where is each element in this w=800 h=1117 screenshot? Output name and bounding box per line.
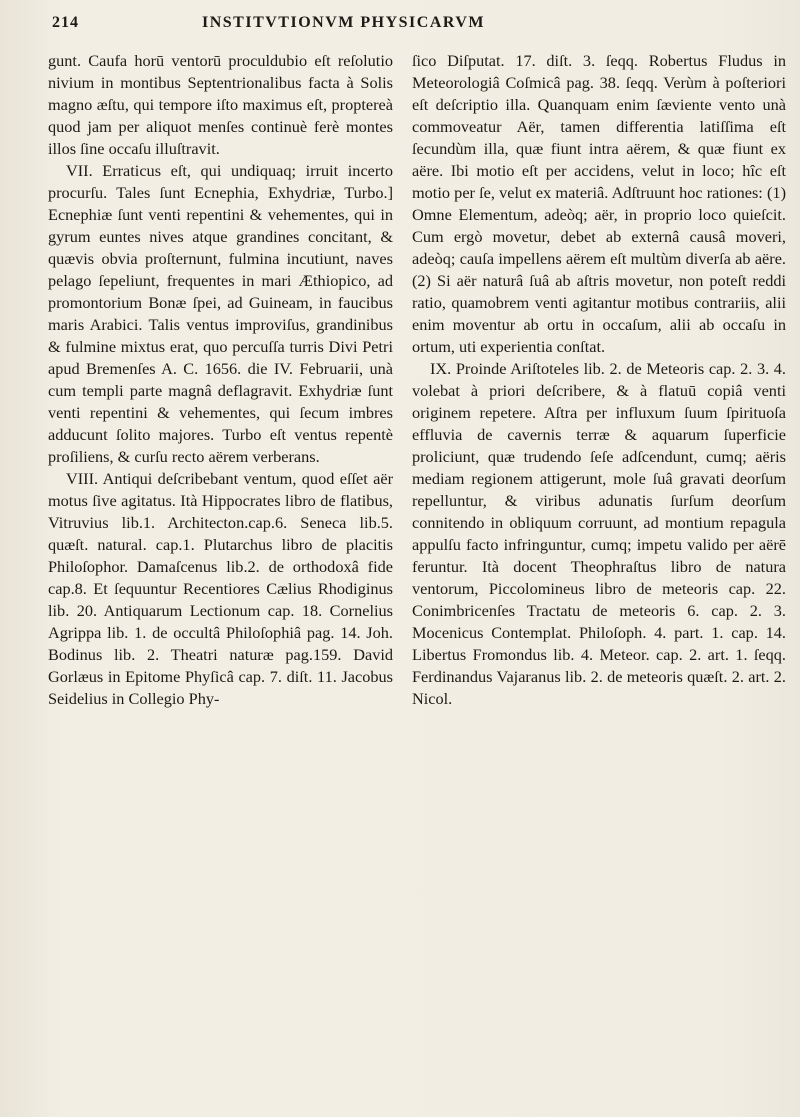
page-number: 214 (52, 14, 79, 31)
paragraph: VIII. Antiqui deſcribebant ventum, quod eſſet aër motus ſive agitatus. Ità Hippocrates libro de flatibus, Vitruvius lib.1. Architecton.cap.6. Seneca lib.5. quæſt. natural. cap.1. Plutarchus libro de placitis Philoſophor. Damaſcenus lib.2. de orthodoxâ fide cap.8. Et ſequuntur Recentiores Cælius Rhodiginus lib. 20. Antiquarum Lectionum cap. 18. Cornelius Agrippa lib. 1. de occultâ Philoſophiâ pag. 14. Joh. Bodinus lib. 2. Theatri naturæ pag.159. David Gorlæus in Epitome Phyſicâ cap. 7. diſt. 11. Jacobus Seidelius in Collegio Phy- (48, 469, 393, 708)
paragraph: gunt. Caufa horū ventorū proculdubio eſt reſolutio nivium in montibus Septentrionalibus facta à Solis magno æſtu, qui tempore iſto maximus eſt, proptereà quod jam per aliquot menſes continuè ferè montes illos ſine occaſu illuſtravit. (48, 51, 393, 158)
running-title: INSTITVTIONVM PHYSICARVM (202, 14, 486, 31)
paragraph: VII. Erraticus eſt, qui undiquaq; irruit incerto procurſu. Tales ſunt Ecnephia, Exhydriæ, Turbo.] Ecnephiæ ſunt venti repentini & vehementes, qui in gyrum euntes nives atque grandines concitant, & quævis obvia proſternunt, fulmina incutiunt, naves pelago ſepeliunt, frequentes in mari Æthiopico, ad promontorium Bonæ ſpei, ad Guineam, in faucibus maris Arabici. Talis ventus improviſus, grandinibus & fulmine mixtus erat, quo percuſſa turris Divi Petri apud Bremenſes A. C. 1656. die IV. Februarii, unà cum templi parte magnâ deflagravit. Exhydriæ ſunt venti repentini & vehementes, qui ſecum imbres adducunt ſolito majores. Turbo eſt ventus repentè proſiliens, & curſu recto aërem verberans. (48, 161, 393, 466)
left-column (48, 50, 393, 710)
page-header (52, 14, 780, 38)
paragraph: IX. Proinde Ariſtoteles lib. 2. de Meteoris cap. 2. 3. 4. volebat à priori deſcribere, & à flatuū copiâ venti originem repetere. Aſtra per influxum ſuum ſpirituoſa effluvia de cavernis terræ & aquarum ſuperficie proliciunt, quæ trudendo ſeſe adſcendunt, cumq; aëris mediam regionem attigerunt, mole ſuâ gravati deorſum repelluntur, & viribus adunatis ſurſum deorſum connitendo in obliquum corruunt, ad montium repagula appulſu facto infringuntur, cumq; impetu valido per aërē feruntur. Ità docent Theophraſtus libro de natura ventorum, Piccolomineus libro de meteoris cap. 22. Conimbricenſes Tractatu de meteoris 6. cap. 2. 3. Mocenicus Contemplat. Philoſoph. 4. part. 1. cap. 14. Libertus Fromondus lib. 4. Meteor. cap. 2. art. 1. ſeqq. Ferdinandus Vajaranus lib. 2. de meteoris quæſt. 2. art. 2. Nicol. (412, 359, 786, 708)
paragraph: ſico Diſputat. 17. diſt. 3. ſeqq. Robertus Fludus in Meteorologiâ Coſmicâ pag. 38. ſeqq. Verùm à poſteriori eſt deſcriptio illa. Quanquam enim ſæviente vento unà commoveatur Aër, tamen differentia latiſſima eſt ſecundùm illa, quæ fiunt intra aërem, & quæ fiunt ex aëre. Ibi motio eſt per accidens, velut in loco; hîc eſt motio per ſe, velut ex materiâ. Adſtruunt hoc rationes: (1) Omne Elementum, adeòq; aër, in proprio loco quieſcit. Cum ergò movetur, debet ab externâ causâ moveri, adeòq; cauſa impellens aërem eſt multùm diverſa ab aëre. (2) Si aër naturâ ſuâ ab aſtris movetur, non poteſt reddi ratio, quamobrem venti agitantur motibus contrariis, alii enim moventur ab ortu in occaſum, alii ab occaſu in ortum, uti experientia conſtat. (412, 51, 786, 356)
right-column (412, 50, 786, 710)
